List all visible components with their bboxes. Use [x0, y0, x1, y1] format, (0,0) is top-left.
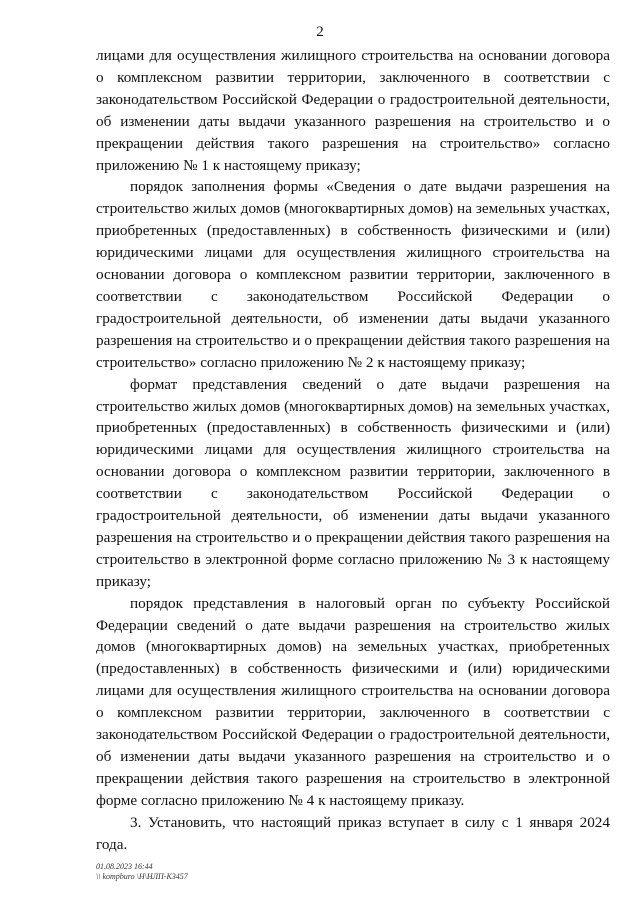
- footer-stamp: [96, 862, 188, 882]
- paragraph-effective-date: 3. Установить, что настоящий приказ вступает в силу с 1 января 2024 года.: [96, 813, 610, 853]
- footer-file-path: \\ kompburo \Н\НЛП-К3457: [96, 872, 188, 881]
- paragraph-submission-procedure: порядок представления в налоговый орган по субъекту Российской Федерации сведений о дате выдачи разрешения на строительство жилых домов (многоквартирных домов) на земельных участках, приобретенных (предоставленных) в собственность физическими и (или) юридическими лицами для осуществления жилищного строительства на основании договора о комплексном развитии территории, заключенного в соответствии с законодательством Российской Федерации о градостроительной деятельности, об изменении даты выдачи указанного разрешения на строительство и о прекращении действия такого разрешения на строительство в электронной форме согласно приложению № 4 к настоящему приказу.: [96, 594, 610, 809]
- footer-timestamp: 01.08.2023 16:44: [96, 862, 153, 871]
- paragraph-electronic-format: формат представления сведений о дате выдачи разрешения на строительство жилых домов (многоквартирных домов) на земельных участках, приобретенных (предоставленных) в собственность физическими и (или) юридическими лицами для осуществления жилищного строительства на основании договора о комплексном развитии территории, заключенного в соответствии с законодательством Российской Федерации о градостроительной деятельности, об изменении даты выдачи указанного разрешения на строительство и о прекращении действия такого разрешения на строительство в электронной форме согласно приложению № 3 к настоящему приказу;: [96, 375, 610, 590]
- page-number: 2: [316, 24, 324, 40]
- paragraph-form-filling-procedure: порядок заполнения формы «Сведения о дате выдачи разрешения на строительство жилых домов (многоквартирных домов) на земельных участках, приобретенных (предоставленных) в собственность физическими и (или) юридическими лицами для осуществления жилищного строительства на основании договора о комплексном развитии территории, заключенного в соответствии с законодательством Российской Федерации о градостроительной деятельности, об изменении даты выдачи указанного разрешения на строительство и о прекращении действия такого разрешения на строительство» согласно приложению № 2 к настоящему приказу;: [96, 178, 610, 371]
- paragraph-continuation: лицами для осуществления жилищного строительства на основании договора о комплексном развитии территории, заключенного в соответствии с законодательством Российской Федерации о градостроительной деятельности, об изменении даты выдачи указанного разрешения на строительство и о прекращении действия такого разрешения на строительство» согласно приложению № 1 к настоящему приказу;: [96, 47, 610, 174]
- document-body: [96, 45, 610, 856]
